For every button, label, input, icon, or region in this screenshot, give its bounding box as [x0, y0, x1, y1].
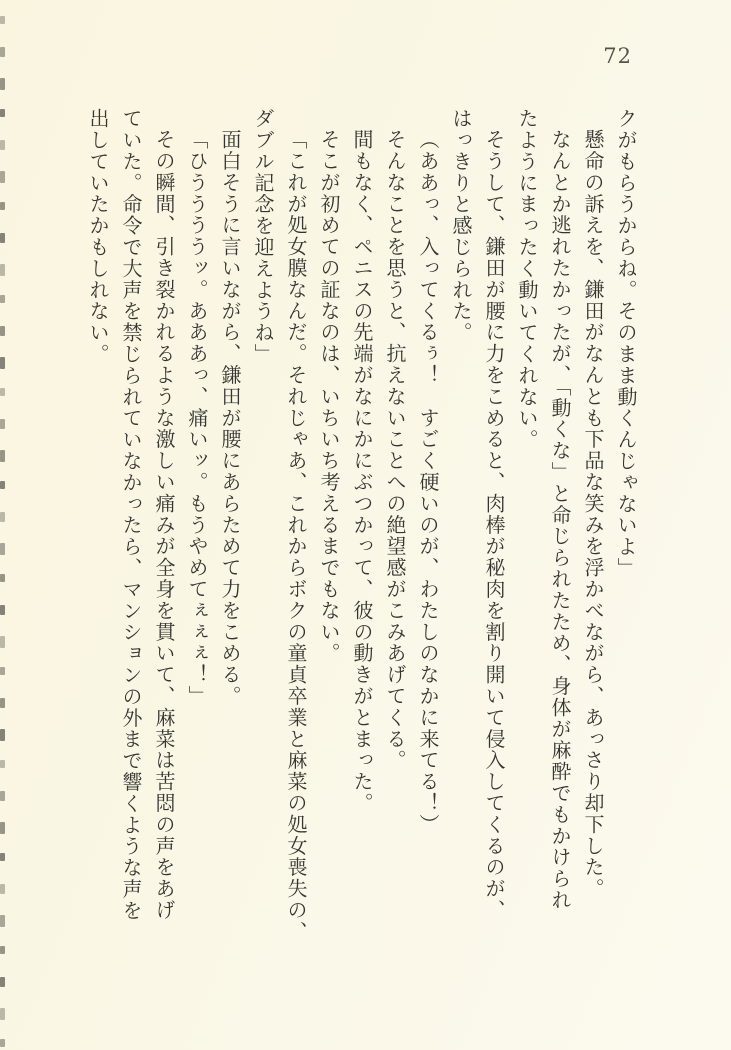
- text-column: 「これが処女膜なんだ。それじゃあ、これからボクの童貞卒業と麻菜の処女喪失の、: [284, 129, 308, 943]
- binding-mark: [0, 543, 5, 555]
- binding-mark: [0, 140, 5, 150]
- binding-mark: [0, 698, 5, 708]
- binding-mark: [0, 884, 5, 894]
- binding-mark: [0, 264, 5, 276]
- binding-mark: [0, 357, 5, 369]
- text-column: 「ひううううッ。あああっ、痛いッ。もうやめてぇぇぇ！」: [185, 129, 209, 707]
- text-column: そうして、鎌田が腰に力をこめると、肉棒が秘肉を割り開いて侵入してくるのが、: [482, 129, 506, 921]
- binding-mark: [0, 16, 5, 24]
- text-column: なんとか逃れたかったが、「動くな」と命じられたため、身体が麻酔でもかけられ: [548, 129, 572, 911]
- binding-mark: [0, 791, 5, 801]
- binding-mark: [0, 388, 5, 396]
- text-column: ダブル記念を迎えようね」: [251, 108, 275, 365]
- binding-mark: [0, 78, 5, 90]
- text-column: クがもらうからね。そのまま動くんじゃないよ」: [614, 108, 638, 579]
- binding-mark: [0, 946, 5, 954]
- binding-mark: [0, 729, 5, 741]
- binding-mark: [0, 419, 5, 429]
- binding-mark: [0, 574, 5, 582]
- binding-mark: [0, 1039, 5, 1047]
- binding-mark: [0, 326, 5, 336]
- binding-mark: [0, 915, 5, 927]
- binding-mark: [0, 667, 5, 675]
- binding-mark: [0, 47, 5, 57]
- binding-mark: [0, 450, 5, 462]
- binding-mark: [0, 605, 5, 615]
- body-text: [81, 108, 642, 964]
- text-column: たようにまったく動いてくれない。: [515, 108, 539, 451]
- text-column: そんなことを思うと、抗えないことへの絶望感がこみあげてくる。: [383, 129, 407, 771]
- binding-mark: [0, 1008, 5, 1020]
- text-column: 面白そうに言いながら、鎌田が腰にあらためて力をこめる。: [218, 129, 242, 707]
- text-column: 懸命の訴えを、鎌田がなんとも下品な笑みを浮かべながら、あっさり却下した。: [581, 129, 605, 900]
- text-column: その瞬間、引き裂かれるような激しい痛みが全身を貫いて、麻菜は苦悶の声をあげ: [152, 129, 176, 921]
- binding-mark: [0, 233, 5, 243]
- binding-edge: [0, 0, 12, 1050]
- text-column: そこが初めての証なのは、いちいち考えるまでもない。: [317, 129, 341, 664]
- binding-mark: [0, 481, 5, 489]
- page-number: 72: [603, 44, 632, 68]
- binding-mark: [0, 636, 5, 648]
- binding-mark: [0, 295, 5, 303]
- binding-mark: [0, 853, 5, 861]
- binding-mark: [0, 171, 5, 183]
- binding-mark: [0, 109, 5, 117]
- text-column: （ああっ、入ってくるぅ！ すごく硬いのが、わたしのなかに来てる！）: [416, 129, 440, 836]
- binding-mark: [0, 760, 5, 768]
- text-column: 間もなく、ペニスの先端がなにかにぶつかって、彼の動きがとまった。: [350, 129, 374, 814]
- binding-mark: [0, 512, 5, 522]
- text-column: 出していたかもしれない。: [86, 108, 110, 365]
- text-column: はっきりと感じられた。: [449, 108, 473, 344]
- binding-mark: [0, 202, 5, 210]
- binding-mark: [0, 822, 5, 834]
- text-column: ていた。命令で大声を禁じられていなかったら、マンションの外まで響くような声を: [119, 108, 143, 922]
- binding-mark: [0, 977, 5, 987]
